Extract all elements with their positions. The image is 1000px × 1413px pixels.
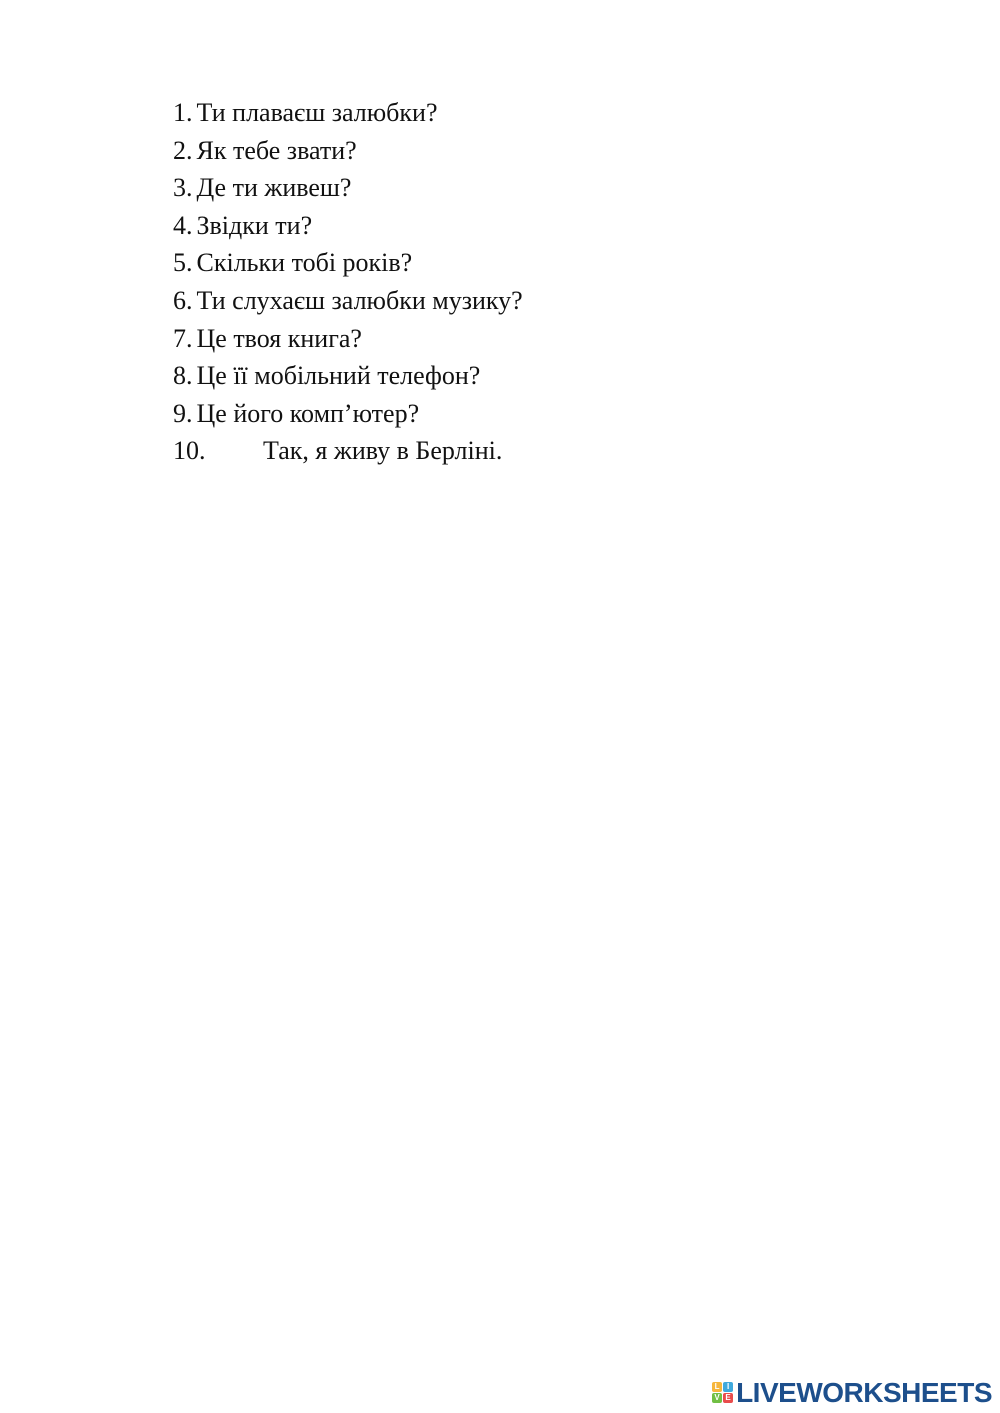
watermark-text: LIVEWORKSHEETS xyxy=(736,1377,992,1408)
logo-block: E xyxy=(723,1393,733,1403)
item-text: Так, я живу в Берліні. xyxy=(263,436,503,466)
item-number: 6. xyxy=(173,285,193,315)
item-number: 10. xyxy=(173,436,206,466)
logo-block: V xyxy=(712,1393,722,1403)
question-list xyxy=(173,94,523,470)
list-item xyxy=(173,132,523,170)
list-item xyxy=(173,432,523,470)
item-number: 4. xyxy=(173,210,193,240)
list-item xyxy=(173,395,523,433)
list-item xyxy=(173,169,523,207)
item-text: Це її мобільний телефон? xyxy=(196,361,481,391)
item-number: 8. xyxy=(173,361,193,391)
item-text: Звідки ти? xyxy=(196,210,313,240)
liveworksheets-watermark xyxy=(712,1378,992,1408)
item-text: Скільки тобі років? xyxy=(196,248,413,278)
item-text: Це твоя книга? xyxy=(196,323,362,353)
list-item xyxy=(173,282,523,320)
liveworksheets-logo-icon xyxy=(712,1382,734,1404)
item-text: Це його комп’ютер? xyxy=(196,398,420,428)
list-item xyxy=(173,94,523,132)
logo-block: L xyxy=(712,1382,722,1392)
logo-block: I xyxy=(723,1382,733,1392)
item-number: 3. xyxy=(173,173,193,203)
item-number: 1. xyxy=(173,98,193,127)
list-item xyxy=(173,357,523,395)
item-number: 2. xyxy=(173,135,193,165)
item-text: Ти слухаєш залюбки музику? xyxy=(196,285,523,315)
item-number: 5. xyxy=(173,248,193,278)
item-number: 7. xyxy=(173,323,193,353)
list-item xyxy=(173,207,523,245)
list-item xyxy=(173,244,523,282)
list-item xyxy=(173,320,523,358)
item-number: 9. xyxy=(173,398,193,428)
item-text: Як тебе звати? xyxy=(196,135,357,165)
item-text: Де ти живеш? xyxy=(196,173,352,203)
item-text: Ти плаваєш залюбки? xyxy=(196,98,438,127)
